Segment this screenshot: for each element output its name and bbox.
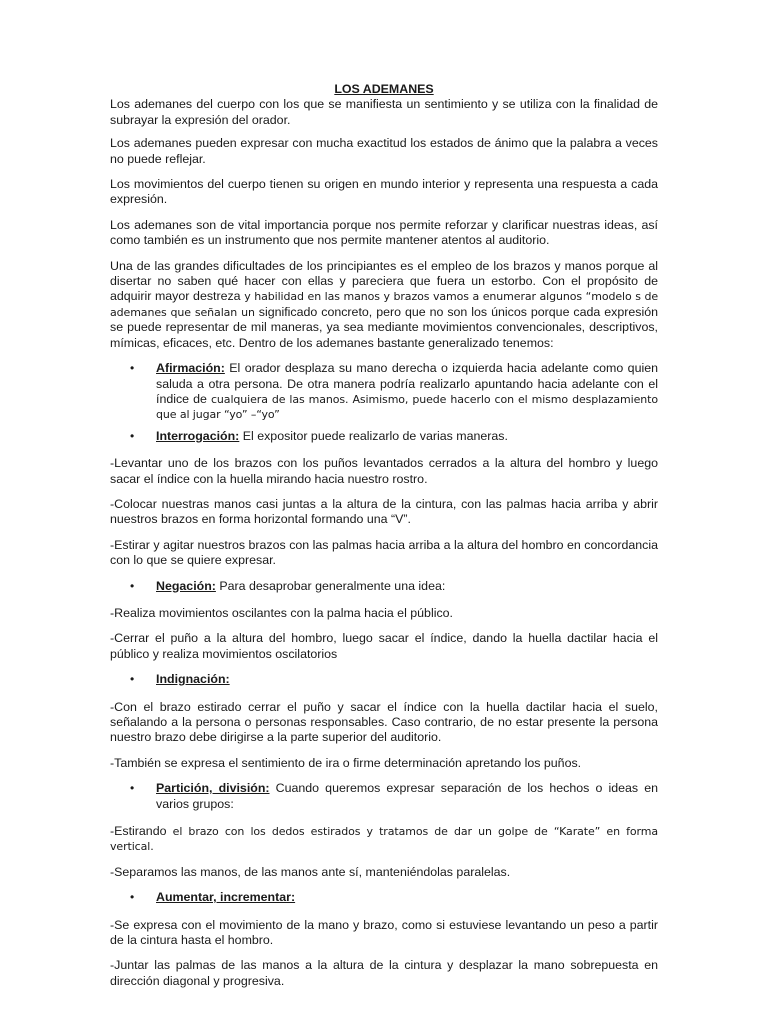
bullet-icon: •: [130, 428, 135, 443]
paragraph-emotions: Los ademanes pueden expresar con mucha exactitud los estados de ánimo que la palabra a veces no puede reflejar.: [110, 136, 658, 166]
interrogacion-item-2: -Colocar nuestras manos casi juntas a la altura de la cintura, con las palmas hacia arriba y abrir nuestros brazos en forma horizontal formando una “V”.: [110, 496, 658, 527]
paragraph-difficulties-part-c: significado concreto, pero que no son los únicos porque cada expresión se puede representar de mil maneras, ya sea mediante movimientos convencionales, descriptivos, mímicas, eficaces, etc. Dentro de los ademanes bastante generalizado tenemos:: [110, 304, 658, 350]
term-particion: Partición, división:: [156, 781, 270, 796]
negacion-item-2: -Cerrar el puño a la altura del hombro, luego sacar el índice, dando la huella dactilar hacia el público y realiza movimientos oscilatorios: [110, 631, 658, 661]
bullet-icon: •: [130, 578, 135, 593]
particion-item-1-rest: el brazo con los dedos estirados y tratamos de dar un golpe de “Karate” en forma vertical.: [110, 825, 658, 854]
list-item-interrogacion: [110, 429, 658, 444]
paragraph-difficulties: [110, 259, 658, 351]
afirmacion-text: El orador desplaza su mano derecha o izquierda hacia adelante como quien saluda a otra persona. De otra manera podría realizarlo apuntando hacia adelante con el índice de: [156, 361, 658, 406]
term-indignacion: Indignación:: [156, 672, 230, 687]
list-item-negacion: [110, 579, 658, 594]
term-negacion: Negación:: [156, 578, 216, 593]
paragraph-importance: Los ademanes son de vital importancia porque nos permite reforzar y clarificar nuestras ideas, así como también es un instrumento que nos permite mantener atentos al auditorio.: [110, 217, 658, 248]
list-item-aumentar: [110, 890, 658, 905]
interrogacion-item-1: -Levantar uno de los brazos con los puños levantados cerrados a la altura del hombro y luego sacar el índice con la huella mirando hacia nuestro rostro.: [110, 456, 658, 486]
indignacion-item-2: -También se expresa el sentimiento de ira o firme determinación apretando los puños.: [110, 755, 582, 770]
afirmacion-text-continued: cualquiera de las manos. Asimismo, puede hacerlo con el mismo desplazamiento que al jugar “yo” –“yo”: [156, 392, 658, 422]
aumentar-item-1: -Se expresa con el movimiento de la mano y brazo, como si estuviese levantando un peso a partir de la cintura hasta el hombro.: [110, 917, 658, 948]
bullet-icon: •: [130, 672, 135, 687]
indignacion-item-1: -Con el brazo estirado cerrar el puño y sacar el índice con la huella dactilar hacia el suelo, señalando a la persona o personas responsables. Caso contrario, de no estar presente la persona nuestro brazo debe dirigirse a la parte superior del auditorio.: [110, 699, 658, 745]
bullet-icon: •: [130, 890, 135, 905]
negacion-text: Para desaprobar generalmente una idea:: [215, 578, 446, 593]
particion-item-1: [110, 824, 658, 855]
term-aumentar: Aumentar, incrementar:: [156, 890, 296, 905]
paragraph-difficulties-part-b: y habilidad en las manos y brazos vamos a enumerar algunos “modelo s de ademanes que señalan un: [110, 290, 658, 319]
term-afirmacion: Afirmación:: [156, 361, 225, 376]
particion-item-1-start: -Estirando: [110, 824, 167, 839]
bullet-icon: •: [130, 781, 135, 796]
list-item-indignacion: [110, 672, 658, 687]
list-item-particion: [110, 781, 658, 812]
interrogacion-item-3: -Estirar y agitar nuestros brazos con las palmas hacia arriba a la altura del hombro en concordancia con lo que se quiere expresar.: [110, 537, 658, 568]
paragraph-intro: Los ademanes del cuerpo con los que se manifiesta un sentimiento y se utiliza con la finalidad de subrayar la expresión del orador.: [110, 97, 658, 127]
document-title: LOS ADEMANES: [334, 82, 434, 96]
aumentar-item-2: -Juntar las palmas de las manos a la altura de la cintura y desplazar la mano sobrepuesta en dirección diagonal y progresiva.: [110, 958, 658, 988]
paragraph-movements: Los movimientos del cuerpo tienen su origen en mundo interior y representa una respuesta a cada expresión.: [110, 177, 658, 207]
list-item-afirmacion: [110, 361, 658, 423]
bullet-icon: •: [130, 361, 135, 376]
term-interrogacion: Interrogación:: [156, 428, 240, 443]
negacion-item-1: -Realiza movimientos oscilantes con la palma hacia el público.: [110, 605, 453, 620]
particion-item-2: -Separamos las manos, de las manos ante sí, manteniéndolas paralelas.: [110, 864, 511, 879]
interrogacion-text: El expositor puede realizarlo de varias maneras.: [239, 428, 508, 443]
paragraph-difficulties-part-a: Una de las grandes dificultades de los principiantes es el empleo de los brazos y manos porque al disertar no saben qué hacer con ellas y pareciera que fuera un estorbo. Con el propósito de adquirir mayor destreza: [110, 258, 658, 304]
particion-text: Cuando queremos expresar separación de los hechos o ideas en varios grupos:: [156, 781, 658, 811]
